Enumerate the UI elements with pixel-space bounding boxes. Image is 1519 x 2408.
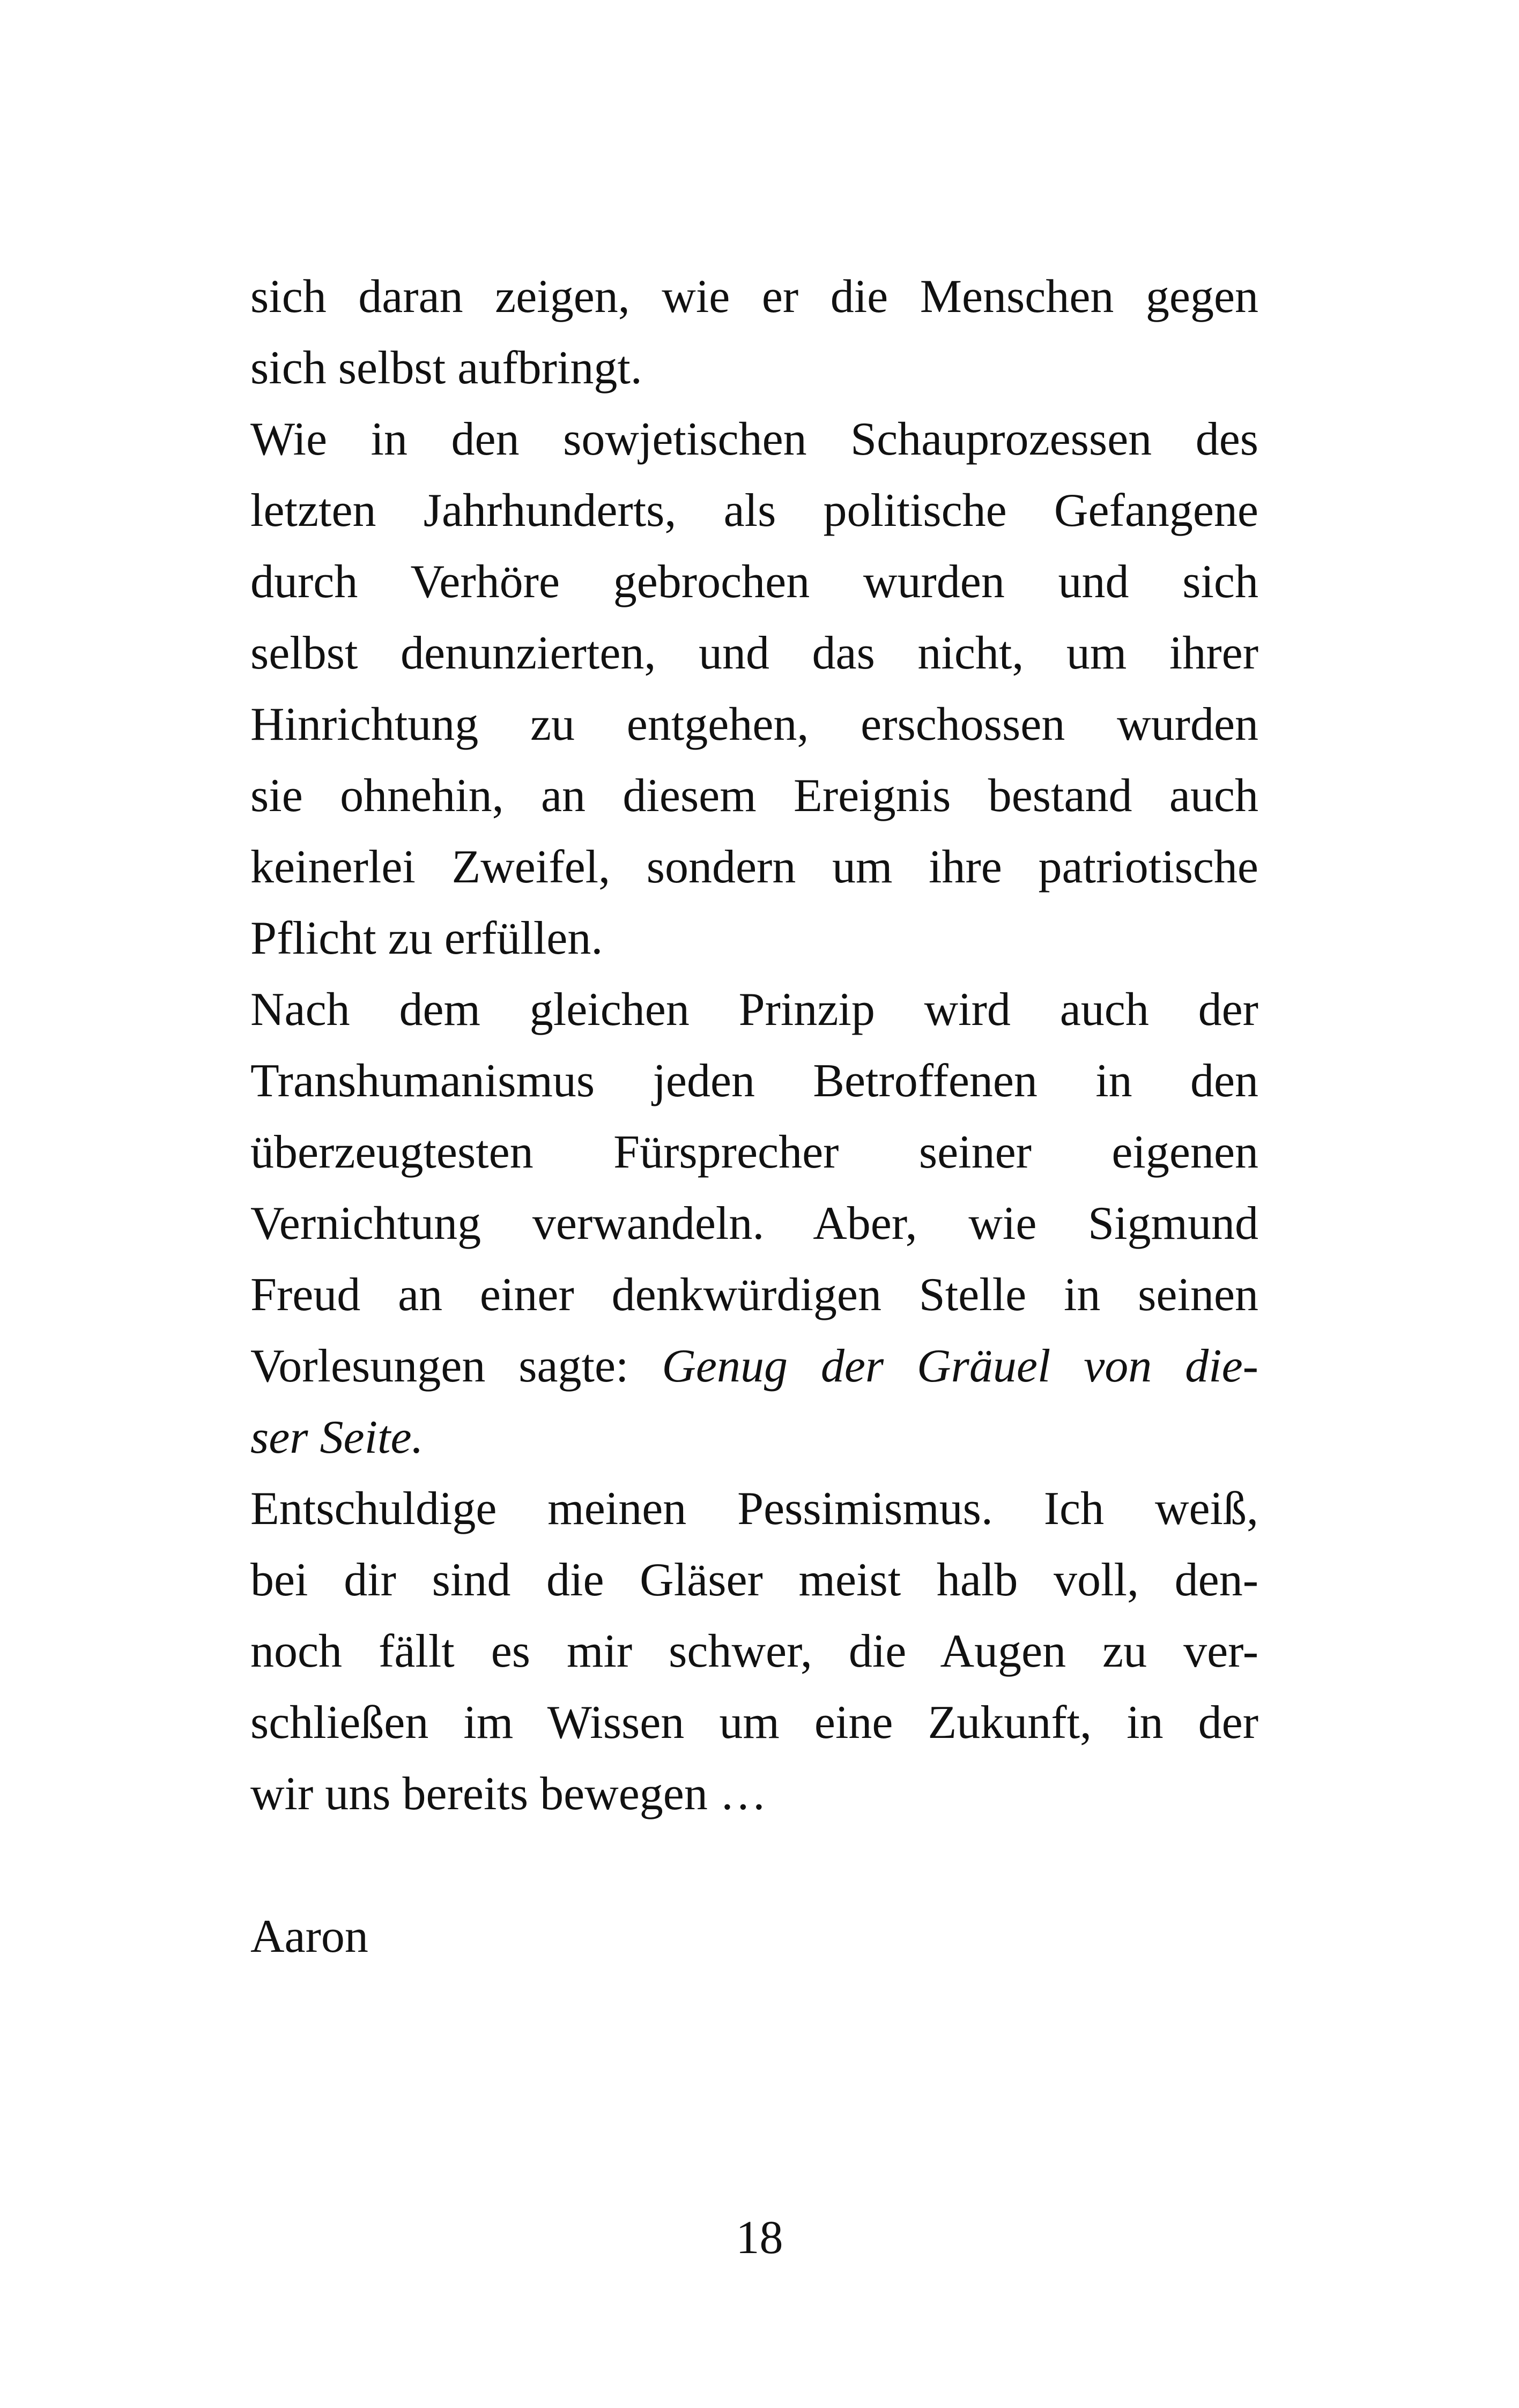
text-line: schließen im Wissen um eine Zukunft, in der <box>250 1697 1258 1749</box>
italic-quote: Genug der Gräuel von die- <box>662 1340 1258 1392</box>
text-line: Pflicht zu erfüllen. <box>250 912 603 964</box>
text-line: noch fällt es mir schwer, die Augen zu ver- <box>250 1625 1258 1677</box>
text-line: sie ohnehin, an diesem Ereignis bestand auch <box>250 770 1258 822</box>
text-line: Vernichtung verwandeln. Aber, wie Sigmund <box>250 1198 1258 1250</box>
text-line-with-quote <box>250 1331 1258 1402</box>
text-line: Hinrichtung zu entgehen, erschossen wurden <box>250 698 1258 750</box>
text-line: Nach dem gleichen Prinzip wird auch der <box>250 984 1258 1036</box>
page-number: 18 <box>736 2212 783 2264</box>
text-line: letzten Jahrhunderts, als politische Gefangene <box>250 485 1258 537</box>
text-line-with-quote <box>250 1402 1258 1473</box>
text-line: Freud an einer denkwürdigen Stelle in seinen <box>250 1269 1258 1321</box>
text-line: Entschuldige meinen Pessimismus. Ich weiß, <box>250 1483 1258 1535</box>
text-line: überzeugtesten Fürsprecher seiner eigenen <box>250 1126 1258 1178</box>
text-line: selbst denunzierten, und das nicht, um ihrer <box>250 627 1258 679</box>
italic-quote: ser Seite. <box>250 1411 424 1463</box>
text-line: durch Verhöre gebrochen wurden und sich <box>250 556 1258 608</box>
paragraph-gap <box>250 1830 1258 1901</box>
text-line: sich daran zeigen, wie er die Menschen gegen <box>250 271 1258 323</box>
text-line: keinerlei Zweifel, sondern um ihre patriotische <box>250 841 1258 893</box>
body-text <box>250 261 1258 1972</box>
text-line: Wie in den sowjetischen Schauprozessen des <box>250 413 1258 465</box>
text-line: wir uns bereits bewegen … <box>250 1768 767 1820</box>
signature: Aaron <box>250 1911 368 1963</box>
text-line: Transhumanismus jeden Betroffenen in den <box>250 1055 1258 1107</box>
text-line: bei dir sind die Gläser meist halb voll, den- <box>250 1554 1258 1606</box>
text-run: Vorlesungen sagte: <box>250 1340 662 1392</box>
text-line: sich selbst aufbringt. <box>250 342 642 394</box>
